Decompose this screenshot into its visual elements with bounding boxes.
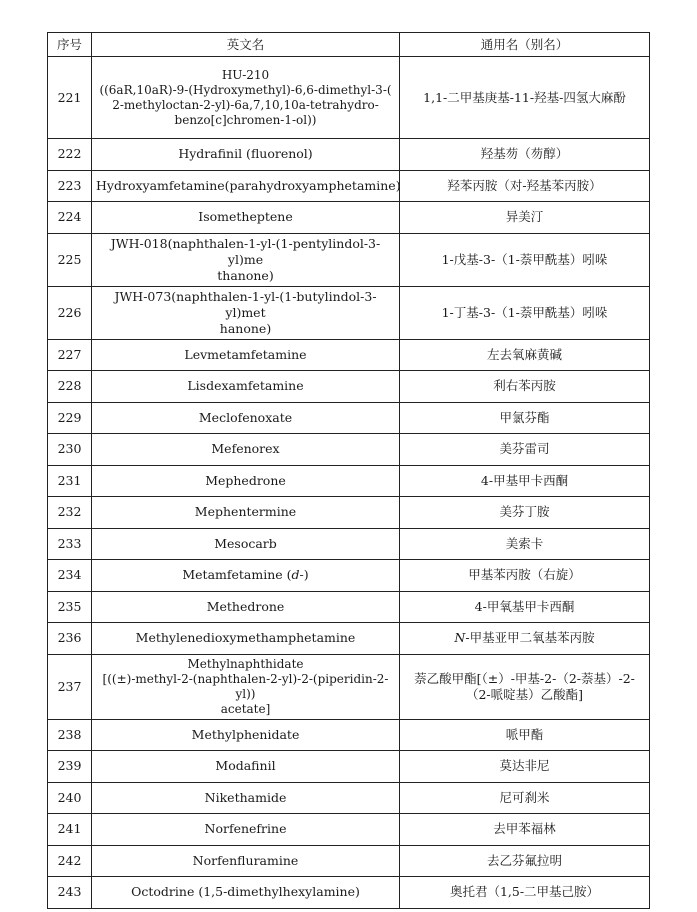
chinese-name	[400, 751, 650, 783]
chinese-name-italic: N	[454, 630, 466, 646]
table-row	[48, 751, 650, 783]
chinese-name	[400, 623, 650, 655]
english-name	[92, 339, 400, 371]
chinese-name	[400, 591, 650, 623]
chinese-name-line: 萘乙酸甲酯[（±）-甲基-2-（2-萘基）-2-	[414, 670, 635, 686]
chinese-name-line: 甲基苯丙胺（右旋）	[468, 567, 581, 583]
chinese-name	[400, 371, 650, 403]
english-name-line: Modafinil	[215, 758, 276, 774]
english-name-line: Methedrone	[206, 598, 285, 614]
substance-table	[47, 32, 650, 909]
english-name-line: Mephedrone	[205, 472, 286, 488]
english-name-line: Norfenefrine	[204, 821, 287, 837]
chinese-name-line: 尼可刹米	[499, 789, 550, 805]
header-chinese-name: 通用名（别名）	[400, 33, 650, 57]
row-number: 231	[48, 465, 92, 497]
row-number: 222	[48, 139, 92, 171]
english-name-line: Methylenedioxymethamphetamine	[135, 630, 356, 646]
chinese-name-line: 美芬丁胺	[499, 504, 550, 520]
chinese-name-line: 美芬雷司	[499, 441, 550, 457]
english-name-line: Mephentermine	[194, 504, 297, 520]
english-name-line: Methylphenidate	[191, 726, 300, 742]
english-name-line: Mefenorex	[211, 441, 280, 457]
chinese-name	[400, 465, 650, 497]
row-number: 230	[48, 434, 92, 466]
chinese-name-line: 4-甲基甲卡西酮	[480, 472, 569, 488]
english-name	[92, 719, 400, 751]
chinese-name-line: 去乙芬氟拉明	[486, 852, 562, 868]
table-row	[48, 434, 650, 466]
table-row	[48, 845, 650, 877]
table-row	[48, 814, 650, 846]
table-row	[48, 371, 650, 403]
english-name	[92, 402, 400, 434]
chinese-name-line: 1,1-二甲基庚基-11-羟基-四氢大麻酚	[423, 89, 626, 105]
row-number: 229	[48, 402, 92, 434]
chinese-name-line: 异美汀	[505, 209, 544, 225]
table-row	[48, 233, 650, 286]
english-name-line: [((±)-methyl-2-(naphthalen-2-yl)-2-(piperidin-2-yl))	[102, 671, 389, 701]
english-name	[92, 139, 400, 171]
english-name-line: hanone)	[219, 320, 272, 336]
row-number: 227	[48, 339, 92, 371]
header-number: 序号	[48, 33, 92, 57]
chinese-name	[400, 233, 650, 286]
row-number: 241	[48, 814, 92, 846]
chinese-name-line: 1-戊基-3-（1-萘甲酰基）吲哚	[441, 251, 608, 267]
chinese-name	[400, 497, 650, 529]
chinese-name	[400, 719, 650, 751]
table-row	[48, 782, 650, 814]
table-row	[48, 339, 650, 371]
english-name	[92, 845, 400, 877]
english-name	[92, 560, 400, 592]
table-row	[48, 202, 650, 234]
row-number: 226	[48, 286, 92, 339]
english-name-line: Lisdexamfetamine	[187, 378, 304, 394]
table-row	[48, 286, 650, 339]
english-name-line: ((6aR,10aR)-9-(Hydroxymethyl)-6,6-dimethyl-3-(	[99, 82, 392, 97]
chinese-name	[400, 402, 650, 434]
chinese-name-line: 羟苯丙胺（对-羟基苯丙胺）	[447, 177, 602, 193]
chinese-name	[400, 814, 650, 846]
english-name-line: thanone)	[217, 267, 274, 283]
row-number: 237	[48, 654, 92, 719]
english-name-line: Levmetamfetamine	[184, 346, 307, 362]
table-row	[48, 591, 650, 623]
chinese-name-line: 羟基芴（芴醇）	[480, 146, 569, 162]
row-number: 232	[48, 497, 92, 529]
english-name-line: Nikethamide	[204, 789, 287, 805]
table-row	[48, 402, 650, 434]
english-name-line: Isometheptene	[198, 209, 293, 225]
chinese-name-line: 美索卡	[505, 535, 544, 551]
english-name-line: Methylnaphthidate	[187, 656, 304, 671]
english-name-line: JWH-018(naphthalen-1-yl-(1-pentylindol-3-yl)me	[110, 235, 381, 267]
chinese-name	[400, 339, 650, 371]
chinese-name-line: 去甲苯福林	[493, 821, 556, 837]
english-name-prefix: Metamfetamine (	[182, 567, 292, 583]
header-english-name: 英文名	[92, 33, 400, 57]
english-name	[92, 528, 400, 560]
table-row	[48, 497, 650, 529]
row-number: 224	[48, 202, 92, 234]
chinese-name	[400, 57, 650, 139]
english-name-line: JWH-073(naphthalen-1-yl-(1-butylindol-3-yl)met	[114, 288, 377, 320]
table-row	[48, 465, 650, 497]
english-name	[92, 286, 400, 339]
row-number: 235	[48, 591, 92, 623]
english-name	[92, 233, 400, 286]
row-number: 221	[48, 57, 92, 139]
chinese-name	[400, 654, 650, 719]
english-name-italic: d-	[291, 567, 304, 583]
english-name-line: acetate]	[220, 701, 271, 716]
table-row	[48, 560, 650, 592]
english-name-line: 2-methyloctan-2-yl)-6a,7,10,10a-tetrahydro-	[112, 97, 379, 112]
english-name-line: HU-210	[221, 67, 270, 82]
english-name	[92, 654, 400, 719]
english-name	[92, 497, 400, 529]
english-name-line: benzo[c]chromen-1-ol))	[174, 112, 317, 127]
chinese-name-line: 左去氧麻黄碱	[486, 346, 562, 362]
english-name-line: Mesocarb	[214, 535, 277, 551]
chinese-name	[400, 560, 650, 592]
english-name-line: Meclofenoxate	[198, 409, 293, 425]
english-name	[92, 814, 400, 846]
english-name-line: Hydrafinil (fluorenol)	[178, 146, 313, 162]
table-row	[48, 623, 650, 655]
table-header-row	[48, 33, 650, 57]
row-number: 236	[48, 623, 92, 655]
table-row	[48, 654, 650, 719]
table-row	[48, 139, 650, 171]
chinese-name	[400, 202, 650, 234]
table-row	[48, 719, 650, 751]
row-number: 234	[48, 560, 92, 592]
english-name-line: Hydroxyamfetamine(parahydroxyamphetamine)	[96, 177, 401, 193]
row-number: 242	[48, 845, 92, 877]
chinese-name	[400, 528, 650, 560]
english-name	[92, 591, 400, 623]
chinese-name-line: （2-哌啶基）乙酸酯]	[465, 686, 584, 702]
english-name-line: Octodrine (1,5-dimethylhexylamine)	[131, 884, 360, 900]
chinese-name-rest: -甲基亚甲二氧基苯丙胺	[465, 630, 595, 646]
chinese-name-line: 4-甲氧基甲卡西酮	[474, 598, 575, 614]
chinese-name-line: 甲氯芬酯	[499, 409, 550, 425]
chinese-name	[400, 877, 650, 909]
chinese-name	[400, 434, 650, 466]
row-number: 238	[48, 719, 92, 751]
chinese-name	[400, 139, 650, 171]
table-row	[48, 170, 650, 202]
chinese-name-line: 1-丁基-3-（1-萘甲酰基）吲哚	[441, 304, 608, 320]
table-row	[48, 57, 650, 139]
english-name	[92, 434, 400, 466]
chinese-name	[400, 782, 650, 814]
english-name-suffix: )	[303, 567, 309, 583]
english-name	[92, 751, 400, 783]
english-name	[92, 877, 400, 909]
english-name	[92, 782, 400, 814]
row-number: 240	[48, 782, 92, 814]
chinese-name-line: 利右苯丙胺	[493, 378, 556, 394]
document-page	[47, 32, 649, 909]
row-number: 223	[48, 170, 92, 202]
english-name	[92, 202, 400, 234]
chinese-name	[400, 845, 650, 877]
table-row	[48, 528, 650, 560]
row-number: 225	[48, 233, 92, 286]
row-number: 239	[48, 751, 92, 783]
english-name	[92, 57, 400, 139]
english-name-line: Norfenfluramine	[192, 852, 299, 868]
chinese-name-line: 奥托君（1,5-二甲基己胺）	[449, 884, 600, 900]
english-name	[92, 465, 400, 497]
chinese-name	[400, 286, 650, 339]
row-number: 243	[48, 877, 92, 909]
chinese-name	[400, 170, 650, 202]
english-name	[92, 170, 400, 202]
table-body	[48, 57, 650, 909]
table-row	[48, 877, 650, 909]
english-name	[92, 623, 400, 655]
row-number: 228	[48, 371, 92, 403]
chinese-name-line: 莫达非尼	[499, 758, 550, 774]
chinese-name-line: 哌甲酯	[505, 726, 544, 742]
row-number: 233	[48, 528, 92, 560]
english-name	[92, 371, 400, 403]
